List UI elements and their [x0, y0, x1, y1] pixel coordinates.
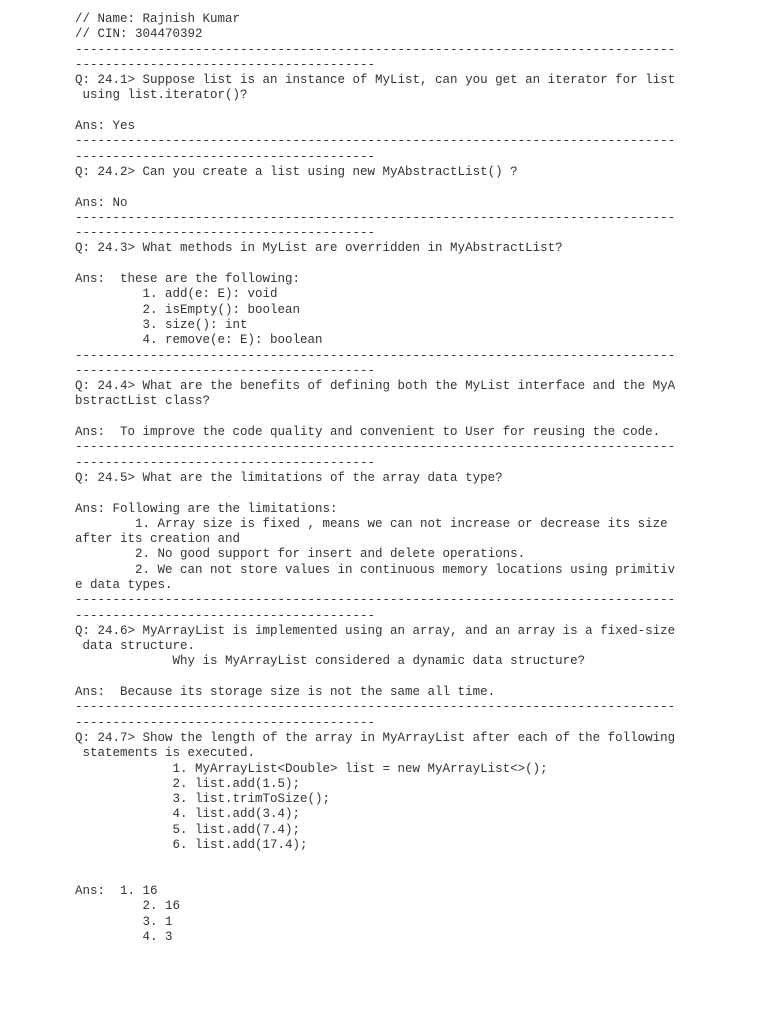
header-cin-line: // CIN: 304470392 [75, 27, 203, 42]
question-24-7-statement: 5. list.add(7.4); [75, 822, 301, 837]
separator-line: -------------------------------------------------------------------------------- [75, 134, 676, 149]
answer-24-5-item: 2. We can not store values in continuous memory locations using primitiv [75, 562, 676, 577]
answer-24-6: Ans: Because its storage size is not the same all time. [75, 685, 496, 700]
question-24-7-statement: 1. MyArrayList<Double> list = new MyArrayList<>(); [75, 761, 548, 776]
question-24-6-cont: data structure. [75, 639, 196, 654]
blank-line [75, 104, 755, 119]
question-24-7-statement: 6. list.add(17.4); [75, 838, 308, 853]
question-24-6-cont: Why is MyArrayList considered a dynamic data structure? [75, 654, 586, 669]
separator-line: -------------------------------------------------------------------------------- [75, 42, 676, 57]
blank-line [75, 853, 755, 868]
answer-24-7-item: 4. 3 [75, 929, 173, 944]
question-24-7-cont: statements is executed. [75, 746, 256, 761]
question-24-7-statement: 4. list.add(3.4); [75, 807, 301, 822]
separator-line: -------------------------------------------------------------------------------- [75, 440, 676, 455]
separator-line: ---------------------------------------- [75, 455, 376, 470]
answer-24-4: Ans: To improve the code quality and convenient to User for reusing the code. [75, 425, 661, 440]
separator-line: ---------------------------------------- [75, 715, 376, 730]
question-24-2: Q: 24.2> Can you create a list using new MyAbstractList() ? [75, 164, 518, 179]
blank-line [75, 670, 755, 685]
question-24-1-cont: using list.iterator()? [75, 88, 248, 103]
answer-24-5-item: 1. Array size is fixed , means we can not increase or decrease its size [75, 516, 668, 531]
blank-line [75, 869, 755, 884]
header-name-line: // Name: Rajnish Kumar [75, 12, 241, 26]
question-24-7: Q: 24.7> Show the length of the array in MyArrayList after each of the following [75, 730, 676, 745]
answer-24-5: Ans: Following are the limitations: [75, 501, 338, 516]
answer-24-3-item: 2. isEmpty(): boolean [75, 302, 301, 317]
answer-24-3-item: 4. remove(e: E): boolean [75, 333, 323, 348]
answer-24-5-item: 2. No good support for insert and delete operations. [75, 547, 526, 562]
separator-line: -------------------------------------------------------------------------------- [75, 348, 676, 363]
answer-24-2: Ans: No [75, 195, 128, 210]
blank-line [75, 486, 755, 501]
separator-line: -------------------------------------------------------------------------------- [75, 210, 676, 225]
answer-24-7: Ans: 1. 16 [75, 883, 158, 898]
blank-line [75, 180, 755, 195]
answer-24-3-item: 1. add(e: E): void [75, 287, 278, 302]
answer-24-7-item: 2. 16 [75, 899, 181, 914]
blank-line [75, 257, 755, 272]
document-text [75, 12, 755, 945]
question-24-7-statement: 2. list.add(1.5); [75, 776, 301, 791]
separator-line: ---------------------------------------- [75, 226, 376, 241]
question-24-4-cont: bstractList class? [75, 394, 211, 409]
blank-line [75, 410, 755, 425]
question-24-7-statement: 3. list.trimToSize(); [75, 792, 331, 807]
question-24-4: Q: 24.4> What are the benefits of defining both the MyList interface and the MyA [75, 379, 676, 394]
separator-line: ---------------------------------------- [75, 149, 376, 164]
question-24-1: Q: 24.1> Suppose list is an instance of MyList, can you get an iterator for list [75, 73, 676, 88]
answer-24-5-item-cont: after its creation and [75, 532, 241, 547]
separator-line: ---------------------------------------- [75, 608, 376, 623]
answer-24-1: Ans: Yes [75, 119, 136, 134]
answer-24-3-item: 3. size(): int [75, 317, 248, 332]
separator-line: -------------------------------------------------------------------------------- [75, 593, 676, 608]
answer-24-3: Ans: these are the following: [75, 272, 301, 287]
answer-24-7-item: 3. 1 [75, 914, 173, 929]
question-24-3: Q: 24.3> What methods in MyList are overridden in MyAbstractList? [75, 241, 563, 256]
separator-line: -------------------------------------------------------------------------------- [75, 700, 676, 715]
question-24-6: Q: 24.6> MyArrayList is implemented using an array, and an array is a fixed-size [75, 623, 676, 638]
answer-24-5-item-cont: e data types. [75, 577, 173, 592]
question-24-5: Q: 24.5> What are the limitations of the array data type? [75, 470, 503, 485]
separator-line: ---------------------------------------- [75, 363, 376, 378]
separator-line: ---------------------------------------- [75, 57, 376, 72]
